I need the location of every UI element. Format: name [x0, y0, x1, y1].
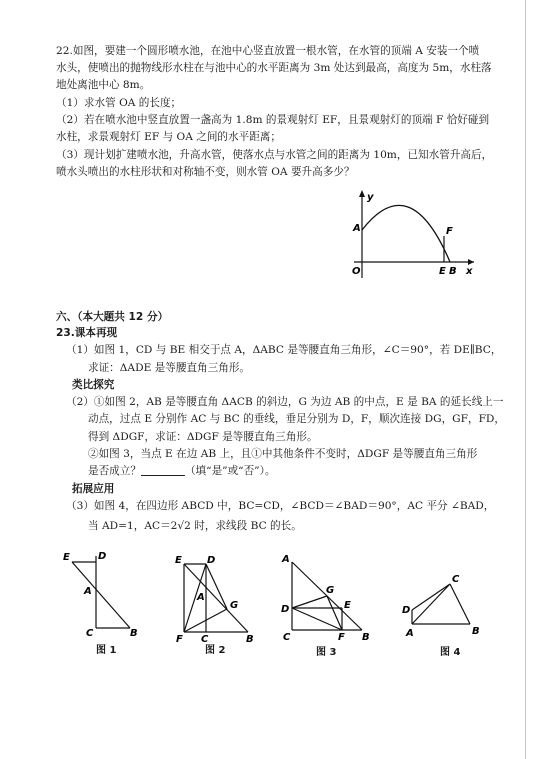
figure-2 [170, 552, 260, 644]
figure-1-caption: 图 1 [96, 645, 117, 656]
svg-text:D: D [207, 555, 216, 566]
q23-part-1b: 求证：ΔADE 是等腰直角三角形。 [88, 362, 251, 374]
q22-part-3b: 喷水头喷出的水柱形状和对称轴不变，则水管 OA 要升高多少？ [56, 166, 355, 178]
analog-heading: 类比探究 [72, 379, 115, 391]
figure-3 [276, 548, 376, 646]
figure-3-caption: 图 3 [316, 647, 337, 658]
figure-4-caption: 图 4 [440, 647, 461, 658]
q22-line-2: 水头，使喷出的抛物线形水柱在与池中心的水平距离为 3m 处达到最高，高度为 5m，水柱落 [56, 62, 492, 74]
svg-text:C: C [283, 632, 291, 643]
label-f: F [446, 226, 453, 237]
answer-blank [141, 465, 185, 476]
figure-2-caption: 图 2 [205, 645, 226, 656]
q23-part-2a: （2）①如图 2，AB 是等腰直角 ΔACB 的斜边，G 为边 AB 的中点，E 是 BA 的延长线上一 [66, 396, 504, 408]
svg-text:C: C [201, 634, 209, 644]
q23-part-3b: 当 AD=1，AC＝2√2 时，求线段 BC 的长。 [88, 520, 302, 532]
svg-text:E: E [63, 552, 70, 563]
svg-text:B: B [246, 634, 254, 644]
svg-text:B: B [130, 628, 138, 639]
svg-text:D: D [281, 604, 290, 615]
svg-text:A: A [197, 592, 205, 603]
q22-line-1: 22.如图，要建一个圆形喷水池，在池中心竖直放置一根水管，在水管的顶端 A 安装一个喷 [56, 45, 480, 57]
label-a: A [353, 223, 361, 234]
y-axis-arrow [359, 190, 365, 197]
q22-line-3: 地处离池中心 8m。 [56, 79, 151, 91]
q22-part-2b: 水柱，求景观射灯 EF 与 OA 之间的水平距离； [56, 131, 281, 143]
svg-text:F: F [338, 632, 345, 643]
svg-text:E: E [344, 600, 351, 611]
figure-4 [398, 568, 494, 644]
q22-part-1: （1）求水管 OA 的长度； [56, 97, 182, 109]
svg-text:E: E [175, 555, 182, 566]
q22-part-2a: （2）若在喷水池中竖直放置一盏高为 1.8m 的景观射灯 EF，且景观射灯的顶端 F 恰好碰到 [56, 114, 490, 126]
extension-heading: 拓展应用 [72, 483, 115, 495]
svg-text:G: G [230, 600, 239, 611]
label-e: E [439, 266, 446, 277]
svg-text:A: A [282, 554, 290, 565]
parabola-graph [340, 186, 480, 286]
svg-text:F: F [176, 634, 183, 644]
svg-text:D: D [98, 551, 107, 562]
svg-text:C: C [86, 628, 94, 639]
svg-text:C: C [452, 574, 460, 585]
svg-text:B: B [362, 632, 370, 643]
q23-part-2d: ②如图 3，当点 E 在边 AB 上，且①中其他条件不变时，ΔDGF 是等腰直角三角形 [88, 448, 478, 460]
q23-title: 23.课本再现 [56, 327, 118, 339]
q22-part-3a: （3）现计划扩建喷水池，升高水管，使落水点与水管之间的距离为 10m，已知水管升高后， [56, 149, 493, 161]
q23-part-1a: （1）如图 1，CD 与 BE 相交于点 A，ΔABC 是等腰直角三角形，∠C＝90°，若 DE∥BC， [66, 344, 502, 356]
q23-part-2c: 得到 ΔDGF，求证：ΔDGF 是等腰直角三角形。 [88, 431, 318, 443]
svg-text:A: A [84, 586, 92, 597]
q23-part-2e [88, 464, 276, 478]
x-axis-arrow [468, 259, 474, 265]
q23-part-2e-post: （填“是”或“否”）。 [184, 465, 276, 477]
q23-part-2e-pre: 是否成立？ [88, 465, 141, 477]
svg-text:A: A [406, 628, 414, 639]
water-parabola [362, 205, 450, 262]
svg-text:B: B [472, 626, 480, 637]
q23-part-3a: （3）如图 4，在四边形 ABCD 中，BC=CD，∠BCD＝∠BAD＝90°，AC 平分 ∠BAD， [66, 500, 495, 512]
q23-part-2b: 动点，过点 E 分别作 AC 与 BC 的垂线，垂足分别为 D，F，顺次连接 DG，GF，FD， [88, 413, 506, 425]
label-o: O [352, 266, 361, 277]
svg-text:G: G [326, 585, 335, 596]
section-6-heading: 六、（本大题共 12 分） [56, 311, 169, 323]
figure-1 [58, 548, 148, 643]
label-b: B [449, 266, 457, 277]
label-x: x [466, 266, 473, 277]
label-y: y [367, 192, 374, 203]
page-edge [525, 0, 526, 759]
svg-text:D: D [402, 605, 411, 616]
